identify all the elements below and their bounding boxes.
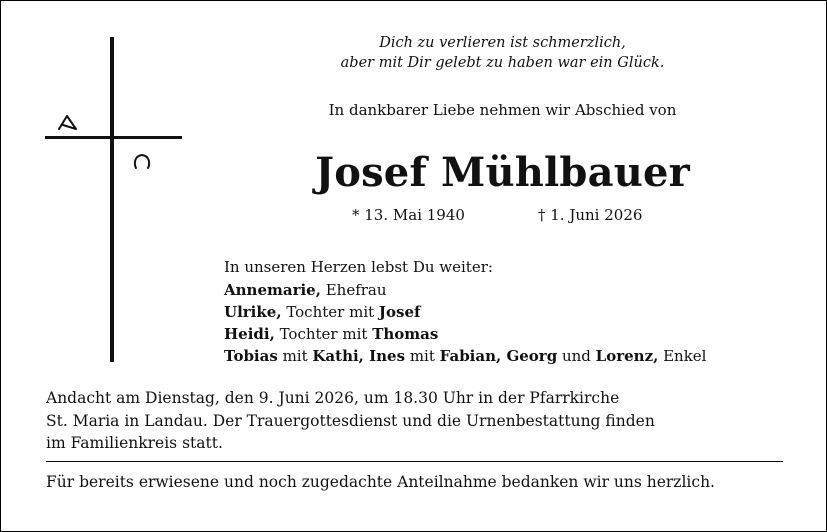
deceased-name: Josef Mühlbauer: [315, 149, 690, 196]
motto-line-1: Dich zu verlieren ist schmerzlich,: [379, 35, 626, 51]
intro-text: In dankbarer Liebe nehmen wir Abschied von: [328, 101, 677, 119]
death-date: † 1. Juni 2026: [538, 206, 643, 224]
family-line-2: Ulrike, Tochter mit Josef: [224, 303, 421, 321]
thanks-text: Für bereits erwiesene und noch zugedachte Anteilnahme bedanken wir uns herzlich.: [46, 473, 715, 491]
divider: [46, 461, 783, 462]
family-heading: In unseren Herzen lebst Du weiter:: [224, 258, 493, 276]
family-line-1: Annemarie, Ehefrau: [224, 281, 387, 299]
service-line-3: im Familienkreis statt.: [46, 434, 223, 452]
family-line-4: Tobias mit Kathi, Ines mit Fabian, Georg und Lorenz, Enkel: [224, 347, 707, 365]
service-line-2: St. Maria in Landau. Der Trauergottesdienst und die Urnenbestattung finden: [46, 412, 655, 430]
family-line-3: Heidi, Tochter mit Thomas: [224, 325, 439, 343]
birth-date: * 13. Mai 1940: [352, 206, 465, 224]
motto-line-2: aber mit Dir gelebt zu haben war ein Glück.: [340, 55, 665, 71]
service-line-1: Andacht am Dienstag, den 9. Juni 2026, um 18.30 Uhr in der Pfarrkirche: [46, 389, 620, 407]
